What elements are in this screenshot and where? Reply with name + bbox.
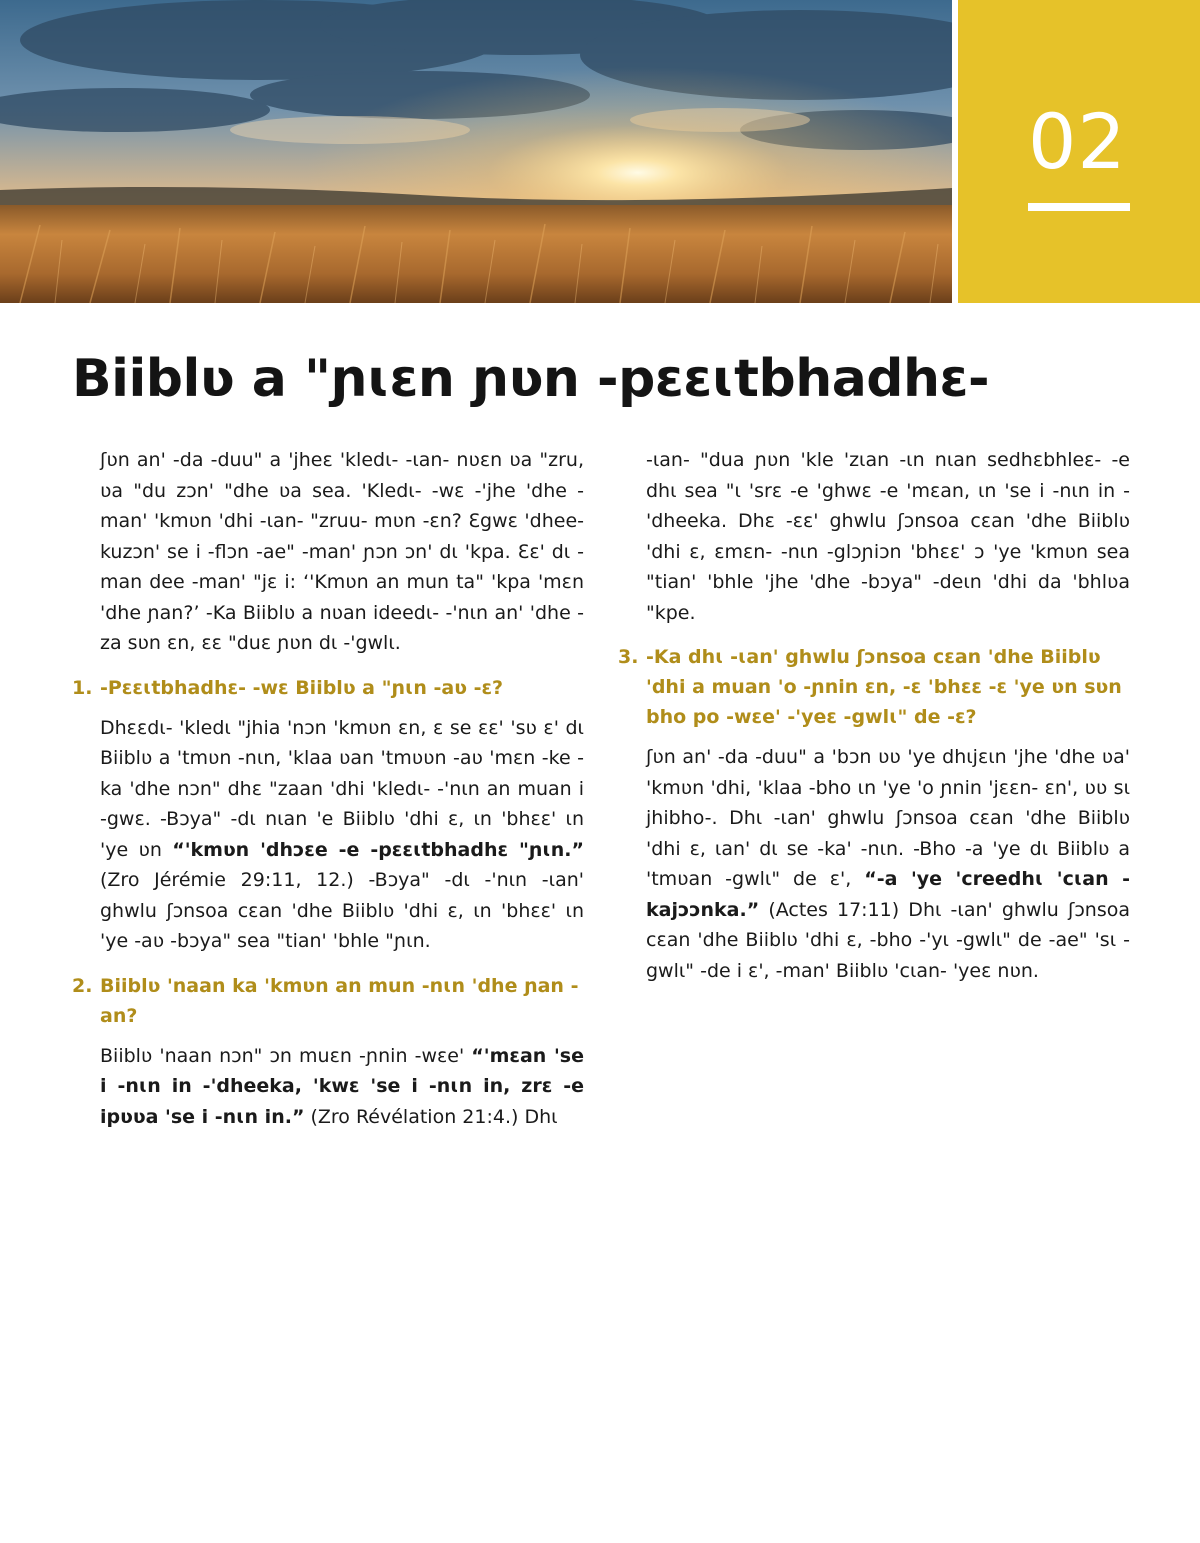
intro-paragraph: ʃʋn an' -da -duu" a 'jheɛ 'kledɩ- -ɩan- nʋɛn ʋa "zru, ʋa "du zɔn' "dhe ʋa sea. 'Kledɩ- -wɛ -'jhe 'dhe -man' 'kmʋn 'dhi -ɩan- "zruu- mʋn -ɛn? Ɛgwɛ 'dhee- kuzɔn' se i -flɔn -ae" -man' ɲɔn ɔn' dɩ 'kpa. Ɛɛ' dɩ -man dee -man' "jɛ i: ‘'Kmʋn an mun ta" 'kpa 'mɛn 'dhe ɲan?’ -Ka Biiblʋ a nʋan ideedɩ- -'nɩn an' 'dhe -za sʋn ɛn, ɛɛ "duɛ ɲʋn dɩ -'gwlɩ.	[100, 449, 584, 654]
answer-text: Biiblʋ 'naan nɔn" ɔn muɛn -ɲnin -wɛe'	[100, 1044, 472, 1067]
question-3	[618, 642, 1130, 732]
sunset-wheat-field-photo	[0, 0, 952, 303]
question-2	[72, 971, 584, 1031]
answer-text-continued: (Zro Révélation 21:4.) Dhɩ	[304, 1105, 558, 1128]
question-number: 1.	[72, 676, 93, 699]
answer-paragraph-1	[72, 713, 584, 957]
answer-text: Dhɛɛdɩ- 'kledɩ "jhia 'nɔn 'kmʋn ɛn, ɛ se ɛɛ' 'sʋ ɛ' dɩ Biiblʋ a 'tmʋn -nɩn, 'klaa ʋan 'tmʋʋn -aʋ 'mɛn -ke -ka 'dhe nɔn" dhɛ "zaan 'dhi 'kledɩ- -'nɩn an muan i -gwɛ. -Bɔya" -dɩ nɩan 'e Biiblʋ 'dhi ɛ, ɩn 'bhɛɛ' ɩn 'ye ʋn	[100, 716, 584, 861]
answer-text-continued: (Actes 17:11) Dhɩ -ɩan' ghwlu ʃɔnsoa cɛan 'dhe Biiblʋ 'dhi ɛ, -bho -'yɩ -gwlɩ" de -ae" 'sɩ -gwlɩ" -de i ɛ', -man' Biiblʋ 'cɩan- 'yeɛ nʋn.	[646, 898, 1130, 982]
answer-text-continued: (Zro Jérémie 29:11, 12.) -Bɔya" -dɩ -'nɩn -ɩan' ghwlu ʃɔnsoa cɛan 'dhe Biiblʋ 'dhi ɛ, ɩn 'bhɛɛ' ɩn 'ye -aʋ -bɔya" sea "tian' 'bhle "ɲɩn.	[100, 869, 584, 952]
answer-paragraph-2	[72, 1041, 584, 1133]
question-number: 3.	[618, 646, 639, 668]
hero-image	[0, 0, 952, 303]
answer-paragraph-2-continued: -ɩan- "dua ɲʋn 'kle 'zɩan -ɩn nɩan sedhɛbhleɛ- -e dhɩ sea "ɩ 'srɛ -e 'ghwɛ -e 'mɛan, ɩn 'se i -nɩn in -'dheeka. Dhɛ -ɛɛ' ghwlu ʃɔnsoa cɛan 'dhe Biiblʋ 'dhi ɛ, ɛmɛn- -nɩn -glɔɲiɔn 'bhɛɛ' ɔ 'ye 'kmʋn sea "tian' 'bhle 'jhe 'dhe -bɔya" -deɩn 'dhi da 'bhlʋa "kpe.	[646, 449, 1130, 624]
left-column	[72, 445, 584, 1146]
scripture-quote: “'kmʋn 'dhɔɛe -e -pɛɛɩtbhadhɛ "ɲɩn.”	[172, 838, 584, 861]
answer-text: ʃʋn an' -da -duu" a 'bɔn ʋʋ 'ye dhɩjɛɩn 'jhe 'dhe ʋa' 'kmʋn 'dhi, 'klaa -bho ɩn 'ye 'o ɲnin 'jɛɛn- ɛn', ʋʋ sɩ jhibho-. Dhɩ -ɩan' ghwlu ʃɔnsoa cɛan 'dhe Biiblʋ 'dhi ɛ, ɩan' dɩ se -ka' -nɩn. -Bho -a 'ye dɩ Biiblʋ a 'tmʋan -gwlɩ" de ɛ',	[646, 746, 1130, 890]
question-1	[72, 673, 584, 703]
lesson-number: 02	[1028, 97, 1127, 186]
answer-paragraph-3	[618, 742, 1130, 986]
question-number: 2.	[72, 974, 93, 997]
question-text: Biiblʋ 'naan ka 'kmʋn an mun -nɩn 'dhe ɲan -an?	[100, 974, 579, 1027]
scripture-quote: “'mɛan 'se i -nɩn in -'dheeka, 'kwɛ 'se i -nɩn in, zrɛ -e ipʋʋa 'se i -nɩn in.”	[100, 1044, 584, 1128]
question-text: -Pɛɛɩtbhadhɛ- -wɛ Biiblʋ a "ɲɩn -aʋ -ɛ?	[100, 676, 504, 699]
lesson-number-underline	[1028, 203, 1130, 211]
lesson-number-panel	[958, 0, 1200, 303]
scripture-quote: “-a 'ye 'creedhɩ 'cɩan -kajɔɔnka.”	[646, 868, 1130, 921]
question-text: -Ka dhɩ -ɩan' ghwlu ʃɔnsoa cɛan 'dhe Biiblʋ 'dhi a muan 'o -ɲnin ɛn, -ɛ 'bhɛɛ -ɛ 'ye ʋn sʋn bho po -wɛe' -'yeɛ -gwlɩ" de -ɛ?	[646, 646, 1122, 728]
right-column	[618, 445, 1130, 1000]
page-title: Biiblʋ a "ɲɩɛn ɲʋn -pɛɛɩtbhadhɛ-	[72, 349, 990, 409]
